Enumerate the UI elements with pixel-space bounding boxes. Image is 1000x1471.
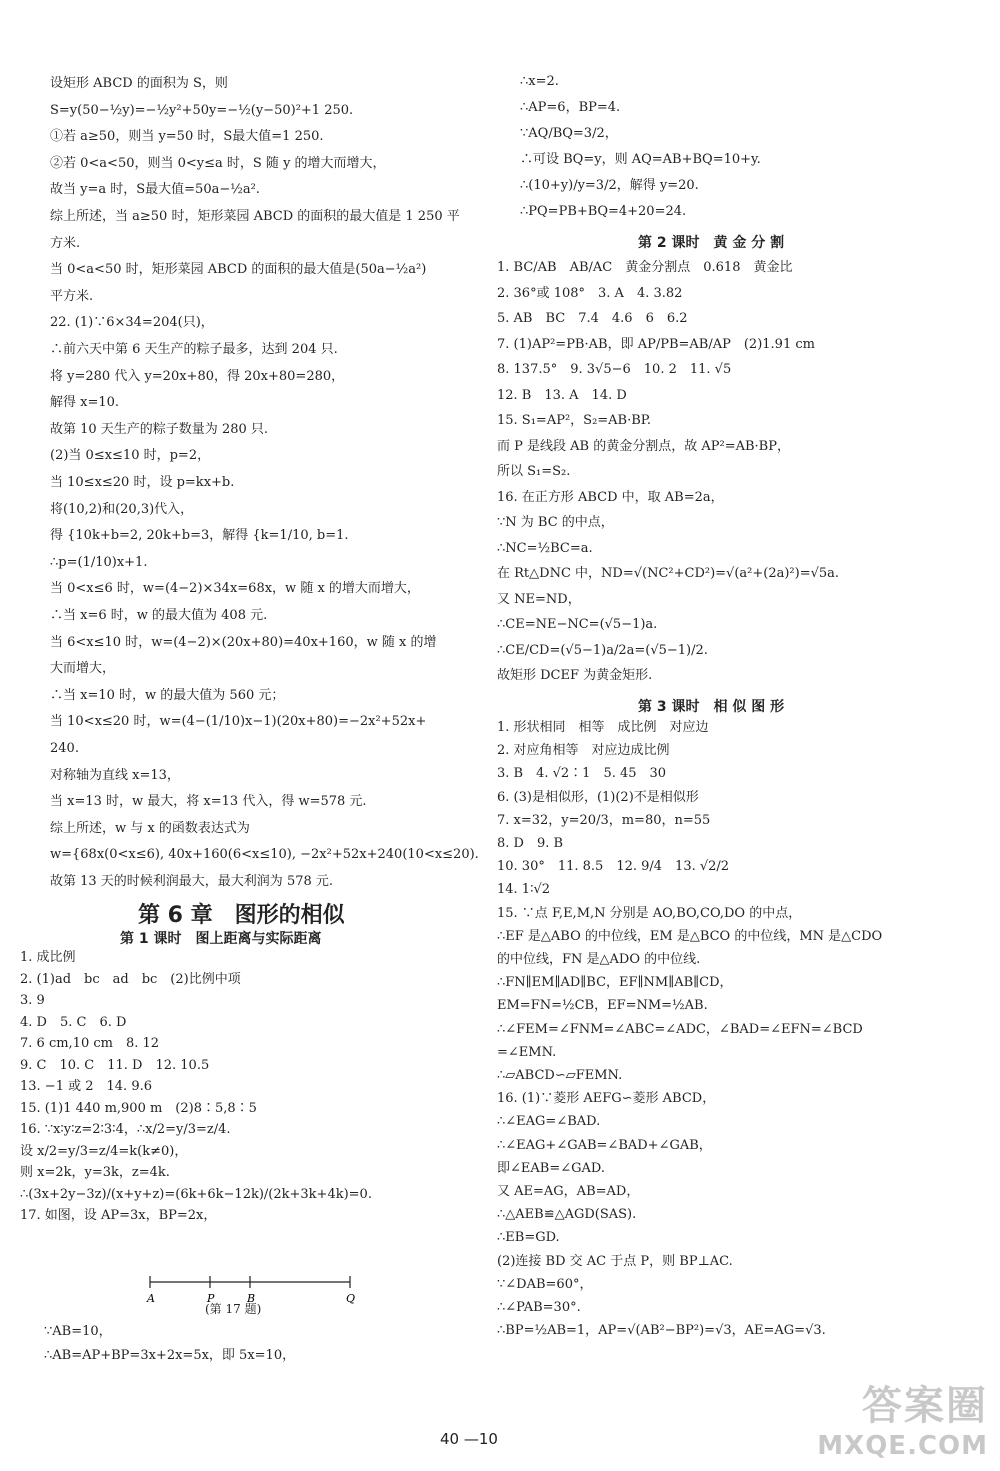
watermark-top: 答案圈 xyxy=(862,1383,988,1429)
lesson3-title: 第 3 课时 相 似 图 形 xyxy=(638,699,785,715)
text-line: ∴∠EAG+∠GAB=∠BAD+∠GAB， xyxy=(497,1137,712,1153)
text-line: ∴可设 BQ=y，则 AQ=AB+BQ=10+y. xyxy=(520,152,761,167)
text-line: 8. 137.5° 9. 3√5−6 10. 2 11. √5 xyxy=(497,362,732,377)
page-number: 40 —10 xyxy=(440,1430,498,1448)
text-line: ∴AB=AP+BP=3x+2x=5x，即 5x=10， xyxy=(44,1348,296,1363)
text-line: 2. 对应角相等 对应边成比例 xyxy=(497,743,670,759)
lesson2-title: 第 2 课时 黄 金 分 割 xyxy=(638,235,785,251)
text-line: (2)当 0≤x≤10 时，p=2， xyxy=(50,448,211,464)
text-line: 故当 y=a 时，S最大值=50a−½a². xyxy=(50,182,260,198)
text-line: 而 P 是线段 AB 的黄金分割点，故 AP²=AB·BP， xyxy=(497,438,790,454)
text-line: ∴当 x=6 时，w 的最大值为 408 元. xyxy=(50,608,268,623)
text-line: 当 x=13 时，w 最大，将 x=13 代入，得 w=578 元. xyxy=(50,794,367,810)
text-line: 4. D 5. C 6. D xyxy=(20,1014,127,1030)
watermark xyxy=(817,1374,988,1461)
text-line: ∴NC=½BC=a. xyxy=(497,540,593,556)
text-line: 5. AB BC 7.4 4.6 6 6.2 xyxy=(497,311,688,326)
fig-label-p: P xyxy=(207,1292,215,1305)
text-line: 又 AE=AG，AB=AD， xyxy=(497,1184,640,1199)
text-line: (2)连接 BD 交 AC 于点 P，则 BP⊥AC. xyxy=(497,1253,733,1269)
text-line: 当 10<x≤20 时，w=(4−(1/10)x−1)(20x+80)=−2x²+52x+ xyxy=(50,714,427,730)
text-line: ∴∠PAB=30°. xyxy=(497,1300,581,1315)
text-line: 大而增大， xyxy=(50,661,116,677)
text-line: 8. D 9. B xyxy=(497,836,564,851)
text-line: 9. C 10. C 11. D 12. 10.5 xyxy=(20,1057,210,1073)
text-line: ∴∠EAG=∠BAD. xyxy=(497,1114,601,1130)
text-line: 综上所述，w 与 x 的函数表达式为 xyxy=(50,820,250,836)
text-line: 当 10≤x≤20 时，设 p=kx+b. xyxy=(50,475,235,490)
text-line: 13. −1 或 2 14. 9.6 xyxy=(20,1079,152,1094)
text-line: 14. 1∶√2 xyxy=(497,882,551,898)
text-line: 15. (1)1 440 m,900 m (2)8∶5,8∶5 xyxy=(20,1100,257,1116)
text-line: S=y(50−½y)=−½y²+50y=−½(y−50)²+1 250. xyxy=(50,102,354,118)
text-line: 则 x=2k，y=3k，z=4k. xyxy=(20,1165,170,1180)
text-line: ∴EF 是△ABO 的中位线，EM 是△BCO 的中位线，MN 是△CDO xyxy=(497,928,883,944)
lesson1-title: 第 1 课时 图上距离与实际距离 xyxy=(120,931,322,947)
text-line: 7. (1)AP²=PB·AB，即 AP/PB=AB/AP (2)1.91 cm xyxy=(497,336,815,352)
fig-label-b: B xyxy=(247,1292,256,1305)
text-line: 16. ∵x∶y∶z=2∶3∶4，∴x/2=y/3=z/4. xyxy=(20,1122,231,1137)
text-line: 故第 10 天生产的粽子数量为 280 只. xyxy=(50,421,269,437)
fig-label-a: A xyxy=(147,1292,155,1305)
text-line: 平方米. xyxy=(50,288,94,304)
text-line: ∴CE/CD=(√5−1)a/2a=(√5−1)/2. xyxy=(497,642,708,658)
text-line: 将 y=280 代入 y=20x+80，得 20x+80=280， xyxy=(50,368,345,384)
text-line: 故矩形 DCEF 为黄金矩形. xyxy=(497,668,653,683)
text-line: 12. B 13. A 14. D xyxy=(497,387,627,403)
text-line: 10. 30° 11. 8.5 12. 9/4 13. √2/2 xyxy=(497,859,730,875)
text-line: ∴(10+y)/y=3/2，解得 y=20. xyxy=(520,178,699,193)
text-line: ∴PQ=PB+BQ=4+20=24. xyxy=(520,204,687,219)
text-line: ∴△AEB≌△AGD(SAS). xyxy=(497,1207,637,1223)
text-line: 当 0<x≤6 时，w=(4−2)×34x=68x，w 随 x 的增大而增大， xyxy=(50,581,420,597)
text-line: 得 {10k+b=2, 20k+b=3，解得 {k=1/10, b=1. xyxy=(50,528,349,544)
text-line: ∴(3x+2y−3z)/(x+y+z)=(6k+6k−12k)/(2k+3k+4k)=0. xyxy=(20,1186,372,1202)
text-line: ∴FN∥EM∥AD∥BC，EF∥NM∥AB∥CD， xyxy=(497,975,733,991)
text-line: ∴▱ABCD∽▱FEMN. xyxy=(497,1068,623,1083)
text-line: 17. 如图，设 AP=3x，BP=2x， xyxy=(20,1208,217,1223)
text-line: 解得 x=10. xyxy=(50,395,120,411)
text-line: ∴EB=GD. xyxy=(497,1230,560,1246)
text-line: ∴∠FEM=∠FNM=∠ABC=∠ADC，∠BAD=∠EFN=∠BCD xyxy=(497,1021,863,1037)
text-line: 即∠EAB=∠GAD. xyxy=(497,1160,605,1176)
text-line: 2. 36°或 108° 3. A 4. 3.82 xyxy=(497,285,683,301)
text-line: 设 x/2=y/3=z/4=k(k≠0)， xyxy=(20,1143,188,1159)
text-line: 3. 9 xyxy=(20,993,45,1008)
text-line: ∵N 为 BC 的中点， xyxy=(497,515,614,530)
text-line: ①若 a≥50，则当 y=50 时，S最大值=1 250. xyxy=(50,129,324,145)
text-line: ∴前六天中第 6 天生产的粽子最多，达到 204 只. xyxy=(50,342,338,357)
text-line: 方米. xyxy=(50,235,81,251)
text-line: 故第 13 天的时候利润最大，最大利润为 578 元. xyxy=(50,874,334,889)
text-line: 6. (3)是相似形，(1)(2)不是相似形 xyxy=(497,789,699,805)
text-line: 7. 6 cm,10 cm 8. 12 xyxy=(20,1036,160,1051)
text-line: 的中位线，FN 是△ADO 的中位线. xyxy=(497,952,701,967)
text-line: ∴p=(1/10)x+1. xyxy=(50,554,148,570)
text-line: 16. 在正方形 ABCD 中，取 AB=2a， xyxy=(497,489,724,505)
text-line: ②若 0<a<50，则当 0<y≤a 时，S 随 y 的增大而增大， xyxy=(50,155,386,171)
figure-17-caption: (第 17 题) xyxy=(205,1302,262,1316)
text-line: 16. (1)∵菱形 AEFG∽菱形 ABCD， xyxy=(497,1091,716,1107)
text-line: 当 6<x≤10 时，w=(4−2)×(20x+80)=40x+160，w 随 x 的增 xyxy=(50,634,437,650)
text-line: 当 0<a<50 时，矩形菜园 ABCD 的面积的最大值是(50a−½a²) xyxy=(50,262,427,278)
text-line: =∠EMN. xyxy=(497,1044,557,1060)
text-line: ∴x=2. xyxy=(520,74,559,89)
text-line: ∴当 x=10 时，w 的最大值为 560 元； xyxy=(50,687,285,703)
text-line: 综上所述，当 a≥50 时，矩形菜园 ABCD 的面积的最大值是 1 250 平 xyxy=(50,209,460,224)
text-line: 1. 成比例 xyxy=(20,950,76,965)
text-line: ∵AB=10， xyxy=(44,1324,112,1339)
text-line: 7. x=32，y=20/3，m=80，n=55 xyxy=(497,812,711,828)
text-line: 15. S₁=AP²，S₂=AB·BP. xyxy=(497,413,652,428)
fig-label-q: Q xyxy=(346,1292,356,1305)
watermark-bottom: MXQE.COM xyxy=(817,1431,988,1461)
text-line: w={68x(0<x≤6), 40x+160(6<x≤10), −2x²+52x+240(10<x≤20). xyxy=(50,847,479,863)
text-line: ∴AP=6，BP=4. xyxy=(520,100,621,115)
text-line: 1. 形状相同 相等 成比例 对应边 xyxy=(497,720,709,735)
text-line: 将(10,2)和(20,3)代入， xyxy=(50,501,194,517)
text-line: 对称轴为直线 x=13， xyxy=(50,767,180,783)
text-line: 又 NE=ND， xyxy=(497,591,581,607)
text-line: 所以 S₁=S₂. xyxy=(497,464,571,479)
text-line: 设矩形 ABCD 的面积为 S，则 xyxy=(50,76,228,91)
text-line: ∵∠DAB=60°， xyxy=(497,1276,593,1292)
text-line: 在 Rt△DNC 中，ND=√(NC²+CD²)=√(a²+(2a)²)=√5a. xyxy=(497,566,840,581)
text-line: 3. B 4. √2∶1 5. 45 30 xyxy=(497,766,667,782)
text-line: ∴CE=NE−NC=(√5−1)a. xyxy=(497,617,658,632)
text-line: 15. ∵点 F,E,M,N 分别是 AO,BO,CO,DO 的中点， xyxy=(497,905,802,921)
text-line: 240. xyxy=(50,741,79,756)
text-line: ∴BP=½AB=1，AP=√(AB²−BP²)=√3，AE=AG=√3. xyxy=(497,1323,826,1339)
text-line: 2. (1)ad bc ad bc (2)比例中项 xyxy=(20,971,241,987)
chapter-title: 第 6 章 图形的相似 xyxy=(138,903,345,928)
text-line: ∵AQ/BQ=3/2， xyxy=(520,126,618,141)
text-line: 1. BC/AB AB/AC 黄金分割点 0.618 黄金比 xyxy=(497,260,793,275)
text-line: 22. (1)∵6×34=204(只)， xyxy=(50,315,214,331)
text-line: EM=FN=½CB，EF=NM=½AB. xyxy=(497,998,708,1014)
